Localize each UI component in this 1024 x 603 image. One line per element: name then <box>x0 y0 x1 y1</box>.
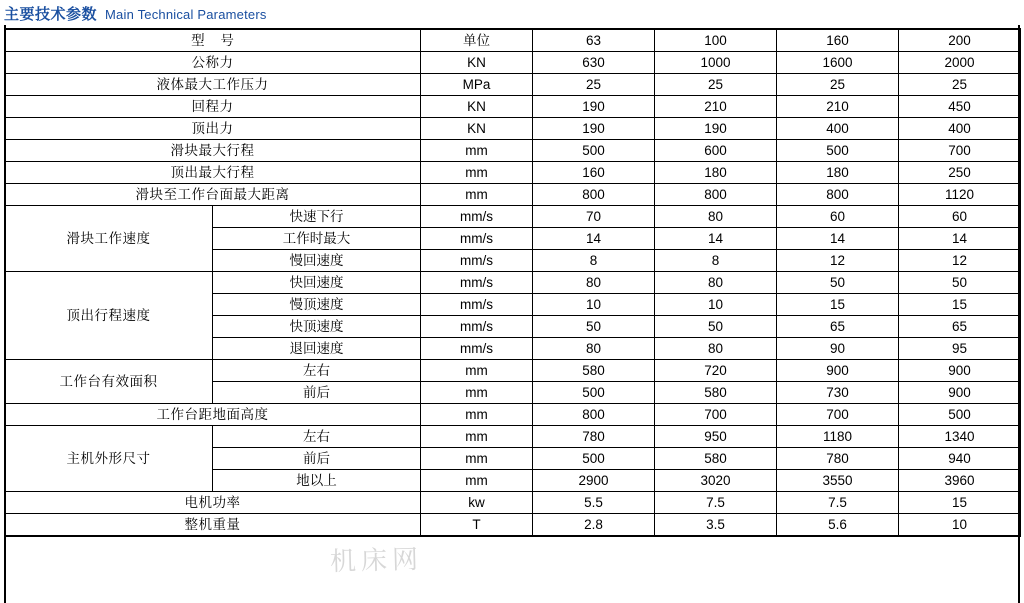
row-value: 500 <box>533 382 655 404</box>
row-label: 工作台距地面高度 <box>5 404 421 426</box>
row-value: 7.5 <box>655 492 777 514</box>
row-label: 公称力 <box>5 52 421 74</box>
table-row <box>5 96 1021 118</box>
row-label: 电机功率 <box>5 492 421 514</box>
row-value: 50 <box>777 272 899 294</box>
row-value: 500 <box>533 140 655 162</box>
title-english: Main Technical Parameters <box>105 7 267 22</box>
row-unit: mm <box>421 184 533 206</box>
row-value: 700 <box>899 140 1021 162</box>
row-value: 180 <box>655 162 777 184</box>
row-value: 580 <box>655 382 777 404</box>
row-unit: mm/s <box>421 250 533 272</box>
row-unit: kw <box>421 492 533 514</box>
row-value: 800 <box>655 184 777 206</box>
row-value: 580 <box>533 360 655 382</box>
row-unit: mm/s <box>421 206 533 228</box>
subrow-label: 左右 <box>213 360 421 382</box>
row-unit: KN <box>421 96 533 118</box>
row-value: 250 <box>899 162 1021 184</box>
row-unit: mm <box>421 382 533 404</box>
row-unit: T <box>421 514 533 537</box>
row-value: 5.5 <box>533 492 655 514</box>
row-value: 2000 <box>899 52 1021 74</box>
header-model-200: 200 <box>899 29 1021 52</box>
row-value: 780 <box>777 448 899 470</box>
row-label: 液体最大工作压力 <box>5 74 421 96</box>
watermark-text: 机床网 <box>329 544 424 577</box>
row-value: 800 <box>777 184 899 206</box>
row-unit: mm/s <box>421 228 533 250</box>
table-row <box>5 514 1021 537</box>
row-value: 25 <box>655 74 777 96</box>
table-row <box>5 118 1021 140</box>
table-row <box>5 52 1021 74</box>
table-row <box>5 272 1021 294</box>
row-unit: mm/s <box>421 272 533 294</box>
row-value: 800 <box>533 404 655 426</box>
table-row <box>5 74 1021 96</box>
row-unit: mm/s <box>421 338 533 360</box>
row-value: 12 <box>777 250 899 272</box>
row-value: 580 <box>655 448 777 470</box>
row-unit: mm <box>421 360 533 382</box>
row-value: 25 <box>533 74 655 96</box>
row-value: 8 <box>655 250 777 272</box>
row-value: 15 <box>777 294 899 316</box>
row-value: 400 <box>899 118 1021 140</box>
row-value: 600 <box>655 140 777 162</box>
specifications-table <box>4 28 1021 537</box>
header-model-63: 63 <box>533 29 655 52</box>
row-unit: mm <box>421 426 533 448</box>
row-value: 730 <box>777 382 899 404</box>
row-value: 65 <box>899 316 1021 338</box>
header-model: 型 号 <box>5 29 421 52</box>
row-value: 210 <box>655 96 777 118</box>
row-value: 210 <box>777 96 899 118</box>
row-value: 7.5 <box>777 492 899 514</box>
row-value: 25 <box>777 74 899 96</box>
row-value: 1120 <box>899 184 1021 206</box>
row-value: 50 <box>655 316 777 338</box>
table-row <box>5 140 1021 162</box>
subrow-label: 慢回速度 <box>213 250 421 272</box>
row-value: 10 <box>533 294 655 316</box>
subrow-label: 前后 <box>213 382 421 404</box>
row-value: 50 <box>533 316 655 338</box>
row-unit: mm/s <box>421 294 533 316</box>
row-value: 500 <box>777 140 899 162</box>
table-row <box>5 360 1021 382</box>
subrow-label: 快速下行 <box>213 206 421 228</box>
row-value: 900 <box>899 360 1021 382</box>
row-value: 80 <box>533 272 655 294</box>
row-value: 95 <box>899 338 1021 360</box>
table-row <box>5 162 1021 184</box>
subrow-label: 工作时最大 <box>213 228 421 250</box>
row-value: 3020 <box>655 470 777 492</box>
row-unit: KN <box>421 52 533 74</box>
subrow-label: 慢顶速度 <box>213 294 421 316</box>
table-row <box>5 206 1021 228</box>
row-label: 滑块最大行程 <box>5 140 421 162</box>
row-value: 25 <box>899 74 1021 96</box>
row-value: 2900 <box>533 470 655 492</box>
row-value: 450 <box>899 96 1021 118</box>
header-model-160: 160 <box>777 29 899 52</box>
row-value: 1180 <box>777 426 899 448</box>
row-value: 700 <box>777 404 899 426</box>
row-label: 回程力 <box>5 96 421 118</box>
title-chinese: 主要技术参数 <box>4 6 98 23</box>
row-value: 80 <box>655 206 777 228</box>
table-frame-right <box>1018 25 1020 603</box>
row-value: 60 <box>899 206 1021 228</box>
row-label: 顶出力 <box>5 118 421 140</box>
subrow-label: 地以上 <box>213 470 421 492</box>
row-value: 14 <box>899 228 1021 250</box>
row-value: 80 <box>655 272 777 294</box>
row-value: 900 <box>899 382 1021 404</box>
row-label: 整机重量 <box>5 514 421 537</box>
row-value: 3550 <box>777 470 899 492</box>
group-label: 工作台有效面积 <box>5 360 213 404</box>
row-value: 14 <box>777 228 899 250</box>
row-value: 90 <box>777 338 899 360</box>
row-unit: mm/s <box>421 316 533 338</box>
row-value: 1000 <box>655 52 777 74</box>
row-value: 14 <box>655 228 777 250</box>
row-value: 800 <box>533 184 655 206</box>
row-value: 3960 <box>899 470 1021 492</box>
group-label: 滑块工作速度 <box>5 206 213 272</box>
row-value: 60 <box>777 206 899 228</box>
row-value: 780 <box>533 426 655 448</box>
row-value: 500 <box>899 404 1021 426</box>
header-model-100: 100 <box>655 29 777 52</box>
row-unit: MPa <box>421 74 533 96</box>
row-value: 10 <box>899 514 1021 537</box>
row-value: 630 <box>533 52 655 74</box>
row-value: 12 <box>899 250 1021 272</box>
table-row <box>5 492 1021 514</box>
row-value: 3.5 <box>655 514 777 537</box>
row-value: 50 <box>899 272 1021 294</box>
row-label: 顶出最大行程 <box>5 162 421 184</box>
subrow-label: 前后 <box>213 448 421 470</box>
table-row <box>5 426 1021 448</box>
subrow-label: 左右 <box>213 426 421 448</box>
row-value: 190 <box>533 118 655 140</box>
row-value: 8 <box>533 250 655 272</box>
row-value: 15 <box>899 492 1021 514</box>
table-row <box>5 404 1021 426</box>
group-label: 主机外形尺寸 <box>5 426 213 492</box>
table-frame-left <box>4 25 6 603</box>
row-value: 190 <box>655 118 777 140</box>
group-label: 顶出行程速度 <box>5 272 213 360</box>
row-value: 950 <box>655 426 777 448</box>
header-unit: 单位 <box>421 29 533 52</box>
row-value: 80 <box>655 338 777 360</box>
row-unit: mm <box>421 470 533 492</box>
row-value: 940 <box>899 448 1021 470</box>
row-value: 180 <box>777 162 899 184</box>
row-value: 70 <box>533 206 655 228</box>
page-title <box>0 0 1024 28</box>
row-value: 160 <box>533 162 655 184</box>
row-unit: mm <box>421 404 533 426</box>
row-value: 500 <box>533 448 655 470</box>
subrow-label: 快顶速度 <box>213 316 421 338</box>
row-unit: mm <box>421 162 533 184</box>
row-value: 5.6 <box>777 514 899 537</box>
row-value: 1340 <box>899 426 1021 448</box>
row-label: 滑块至工作台面最大距离 <box>5 184 421 206</box>
table-header-row <box>5 29 1021 52</box>
row-value: 80 <box>533 338 655 360</box>
row-value: 400 <box>777 118 899 140</box>
table-row <box>5 184 1021 206</box>
row-value: 10 <box>655 294 777 316</box>
row-value: 190 <box>533 96 655 118</box>
row-value: 15 <box>899 294 1021 316</box>
subrow-label: 快回速度 <box>213 272 421 294</box>
subrow-label: 退回速度 <box>213 338 421 360</box>
row-unit: KN <box>421 118 533 140</box>
row-unit: mm <box>421 140 533 162</box>
row-value: 900 <box>777 360 899 382</box>
row-value: 1600 <box>777 52 899 74</box>
row-unit: mm <box>421 448 533 470</box>
row-value: 14 <box>533 228 655 250</box>
row-value: 2.8 <box>533 514 655 537</box>
row-value: 65 <box>777 316 899 338</box>
row-value: 720 <box>655 360 777 382</box>
row-value: 700 <box>655 404 777 426</box>
